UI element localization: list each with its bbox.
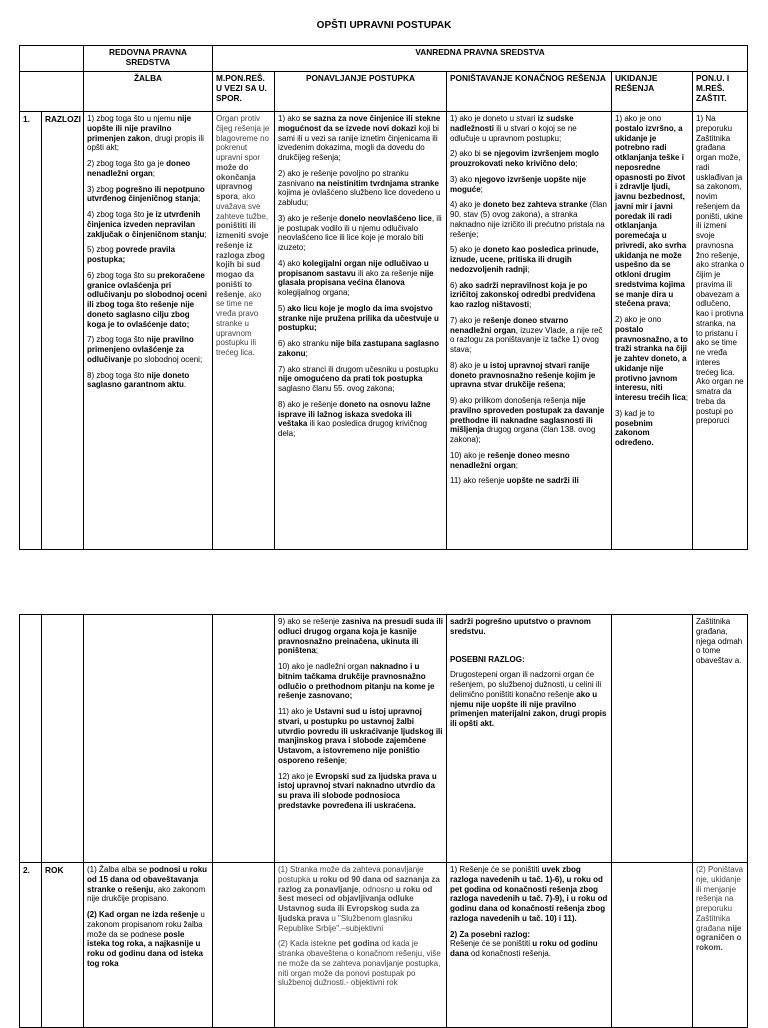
- cell-ponavljanje-rok: (1) Stranka može da zahteva ponavljanje postupka u roku od 90 dana od saznanja za razlog za ponavljanje, odnosno u roku od šest meseci od objavljivanja odluke Ustavnog suda ili Evropskog suda za ljudska prava u "Službenom glasniku Republike Srbije".–subjektivni (2) Kada istekne pet godina od kada je stranka obaveštena o konačnom rešenju, više ne može da se zahteva ponavljanje postupka, niti organ može da ponovi postupak po službenoj dužnosti.- objektivni rok: [275, 863, 447, 1028]
- list-item: 11) ako rešenje uopšte ne sadrži ili: [450, 476, 579, 486]
- list-item: 3) kad je to posebnim zakonom određeno.: [615, 408, 655, 447]
- list-item: 12) ako je Evropski sud za ljudska prava u istoj upravnoj stvari naknadno utvrdio da su prava ili slobode podnosioca predstavke povređena ili uskraćena.: [278, 771, 437, 810]
- cell-mpon-rok: [213, 863, 275, 1028]
- comparison-table-continued: [19, 614, 748, 1028]
- list-item: 4) zbog toga što je iz utvrđenih činjenica izveden nepravilan zaključak o činjeničnom stanju;: [87, 210, 207, 239]
- list-item: 6) ako sadrži nepravilnost koja je po izričitoj zakonskoj odredbi predviđena kao razlog ništavosti;: [450, 280, 596, 309]
- header-redovna: REDOVNA PRAVNA SREDSTVA: [84, 46, 213, 72]
- cell-zalba-cont: [84, 615, 213, 863]
- cell-ponistavanje-cont: sadrži pogrešno uputstvo o pravnom sredstvu. POSEBNI RAZLOG: Drugostepeni organ ili nadzorni organ će rešenjem, po službenoj dužnosti, u celini ili delimično poništiti konačno rešenje ako u njemu nije uopšte ili nije pravilno primenjen materijalni zakon, drugi propis ili opšti akt.: [447, 615, 612, 863]
- page-title: OPŠTI UPRAVNI POSTUPAK: [316, 20, 452, 31]
- list-item: 6) ako stranku nije bila zastupana saglasno zakonu;: [278, 339, 439, 358]
- row-label-rok: ROK: [42, 863, 84, 1028]
- list-item: 1) ako se sazna za nove činjenice ili stekne mogućnost da se izvede novi dokazi koji bi sami ili u vezi sa ranije iznetim činjenicama ili izvedenim dokazima, mogli da dovedu do drukčijeg rešenja;: [278, 114, 441, 162]
- list-item: 2) ako je ono postalo pravnosnažno, a to traži stranka na čiji je zahtev doneto, a ukidanje nije protivno javnom interesu, niti interesu trećih lica;: [615, 315, 688, 402]
- header-mpon: M.PON.REŠ. U VEZI SA U. SPOR.: [213, 72, 275, 112]
- comparison-table: [19, 45, 748, 550]
- list-item: 10) ako je rešenje doneo mesno nenadležni organ;: [450, 450, 570, 470]
- header-empty-2: [20, 72, 84, 112]
- row-number-empty: [20, 615, 42, 863]
- list-item: 6) zbog toga što su prekoračene granice ovlašćenja pri odlučivanju po slobodnoj oceni ili zbog toga što rešenje nije doneto saglasno cilju zbog koga je to ovlašćenje dato;: [87, 270, 207, 329]
- list-item: 8) ako je u istoj upravnoj stvari ranije doneto pravnosnažno rešenje kojim je upravna stvar drukčije rešena;: [450, 360, 596, 390]
- header-zalba: ŽALBA: [84, 72, 213, 112]
- list-item: 7) zbog toga što nije pravilno primenjeno ovlašćenje za odlučivanje po slobodnoj oceni;: [87, 335, 203, 364]
- poseban-razlog-title: POSEBNI RAZLOG:: [450, 654, 525, 664]
- list-item: 2) ako bi se njegovim izvršenjem moglo prouzrokovati neko krivično delo;: [450, 149, 599, 168]
- header-ponu: PON.U. I M.REŠ. ZAŠTIT.: [693, 72, 748, 112]
- list-item: 1) zbog toga što u njemu nije uopšte ili nije pravilno primenjen zakon, drugi propis ili opšti akt;: [87, 114, 204, 153]
- list-item: 3) ako je rešenje donelo neovlašćeno lice, ili je postupak vodilo ili u njemu odlučivalo neovlašćeno lice ili lice koje je moralo biti izuzeto;: [278, 213, 442, 252]
- cell-ponavljanje-razlozi: [275, 112, 447, 550]
- list-item: 8) zbog toga što nije doneto saglasno garantnom aktu.: [87, 370, 190, 390]
- header-empty: [20, 46, 84, 72]
- cell-ponavljanje-cont: [275, 615, 447, 863]
- list-item: 4) ako je doneto bez zahteva stranke (član 90. stav (5) ovog zakona), a stranka naknadno nije izričito ili prećutno pristala na rešenje;: [450, 200, 607, 239]
- cell-mpon-razlozi: Organ protiv čijeg rešenja je blagovreme no pokrenut upravni spor može do okončanja upravnog spora, ako uvažava sve zahteve tužbe, poništiti ili izmeniti svoje rešenje iz razloga zbog kojih bi sud mogao da poništi to rešenje, ako se time ne vređa pravo stranke u upravnom postupku ili trećeg lica.: [213, 112, 275, 550]
- list-item: 11) ako je Ustavni sud u istoj upravnoj stvari, u postupku po ustavnoj žalbi utvrdio povredu ili uskraćivanje ljudskog ili manjinskog prava i slobode zajemčene Ustavom, a istovremeno nije poništio osporeno rešenje;: [278, 707, 443, 765]
- list-item: 9) ako prilikom donošenja rešenja nije pravilno sproveden postupak za davanje prethodne ili naknadne saglasnosti ili mišljenja drugog organa (član 138. ovog zakona);: [450, 396, 605, 444]
- list-item: 4) ako kolegijalni organ nije odlučivao u propisanom sastavu ili ako za rešenje nije glasala propisana većina članova kolegijalnog organa;: [278, 258, 434, 297]
- header-ukidanje: UKIDANJE REŠENJA: [612, 72, 693, 112]
- row-number-rok: 2.: [20, 863, 42, 1028]
- list-item: 7) ako je rešenje doneo stvarno nenadležni organ, izuzev Vlade, a nije reč o razlogu za poništavanje iz tačke 1) ovog stava;: [450, 315, 603, 354]
- list-item: 2) ako je rešenje povoljno po stranku zasnivano na neistinitim tvrdnjama stranke kojima je ovlašćeno službeno lice dovedeno u zabludu;: [278, 168, 441, 207]
- list-item: 2) zbog toga što ga je doneo nenadležni organ;: [87, 159, 191, 178]
- row-label-empty: [42, 615, 84, 863]
- header-ponistavanje: PONIŠTAVANJE KONAČNOG REŠENJA: [447, 72, 612, 112]
- cell-ukidanje-razlozi: [612, 112, 693, 550]
- cell-ukidanje-rok: [612, 863, 693, 1028]
- list-item: 1) ako je ono postalo izvršno, a ukidanje je potrebno radi otklanjanja teške i neposredne opasnosti po život i zdravlje ljudi, javnu bezbednost, javni mir i javni poredak ili radi otklanjanja poremećaja u privredi, ako svrha ukidanja ne može uspešno da se otkloni drugim sredstvima kojima se manje dira u stečena prava;: [615, 114, 687, 309]
- list-item: 7) ako stranci ili drugom učesniku u postupku nije omogućeno da prati tok postupka saglasno članu 55. ovog zakona;: [278, 364, 439, 393]
- list-item: 9) ako se rešenje zasniva na presudi suda ili odluci drugog organa koja je kasnije pravnosnažno preinačena, ukinuta ili poništena;: [278, 617, 443, 656]
- list-item: 10) ako je nadležni organ naknadno i u bitnim tačkama drukčije pravnosnažno odlučio o prethodnom pitanju na kome je rešenje zasnovano;: [278, 662, 435, 701]
- cell-ponistavanje-rok: 1) Rešenje će se poništiti uvek zbog razloga navedenih u tač. 1)-6), u roku od pet godina od konačnosti rešenja zbog razloga navedenih u tač. 7)-9), i u roku od godinu dana od konačnosti rešenja zbog razloga navedenih u tač. 10) i 11). 2) Za posebni razlog: Rešenje će se poništiti u roku od godinu dana od konačnosti rešenja.: [447, 863, 612, 1028]
- cell-zalba-razlozi: [84, 112, 213, 550]
- cell-ponistavanje-razlozi: [447, 112, 612, 550]
- list-item: 5) ako licu koje je moglo da ima svojstvo stranke nije pružena prilika da učestvuje u postupku;: [278, 303, 439, 333]
- header-vanredna: VANREDNA PRAVNA SREDSTVA: [213, 46, 748, 72]
- row-label: RAZLOZI: [42, 112, 84, 550]
- cell-mpon-cont: [213, 615, 275, 863]
- list-item: 1) ako je doneto u stvari iz sudske nadležnosti ili u stvari o kojoj se ne odlučuje u upravnom postupku;: [450, 114, 577, 143]
- row-number: 1.: [20, 112, 42, 550]
- list-item: 5) ako je doneto kao posledica prinude, iznude, ucene, pritiska ili drugih nedozvoljenih radnji;: [450, 245, 599, 274]
- cell-ukidanje-cont: [612, 615, 693, 863]
- cell-ponu-razlozi: 1) Na preporuku Zaštitnika građana organ može, radi usklađivan ja sa zakonom, novim rešenjem da poništi, ukine ili izmeni svoje pravnosna žno rešenje, ako stranka o čijim je pravima ili obavezam a odlučeno, kao i protivna stranka, na to pristanu i ako se time ne vređa interes trećeg lica. Ako organ ne smatra da treba da postupi po preporuci: [693, 112, 748, 550]
- cell-ponu-cont: Zaštitnika građana, njega odmah o tome obaveštav a.: [693, 615, 748, 863]
- list-item: 3) ako njegovo izvršenje uopšte nije moguće;: [450, 174, 587, 194]
- cell-ponu-rok: (2) Poništava nje, ukidanje ili menjanje rešenja na preporuku Zaštitnika građana nije ograničen o rokom.: [693, 863, 748, 1028]
- header-ponavljanje: PONAVLJANJE POSTUPKA: [275, 72, 447, 112]
- list-item: 3) zbog pogrešno ili nepotpuno utvrđenog činjeničnog stanja;: [87, 184, 205, 204]
- cell-zalba-rok: (1) Žalba alba se podnosi u roku od 15 dana od obaveštavanja stranke o rešenju, ako zakonom nije drukčije propisano. (2) Kad organ ne izda rešenje u zakonom propisanom roku žalba može da se podnese posle isteka tog roka, a najkasnije u roku od godinu dana od isteka tog roka: [84, 863, 213, 1028]
- list-item: 5) zbog povrede pravila postupka;: [87, 245, 176, 264]
- list-item: 8) ako je rešenje doneto na osnovu lažne isprave ili lažnog iskaza svedoka ili veštaka ili kao posledica drugog krivičnog dela;: [278, 399, 431, 438]
